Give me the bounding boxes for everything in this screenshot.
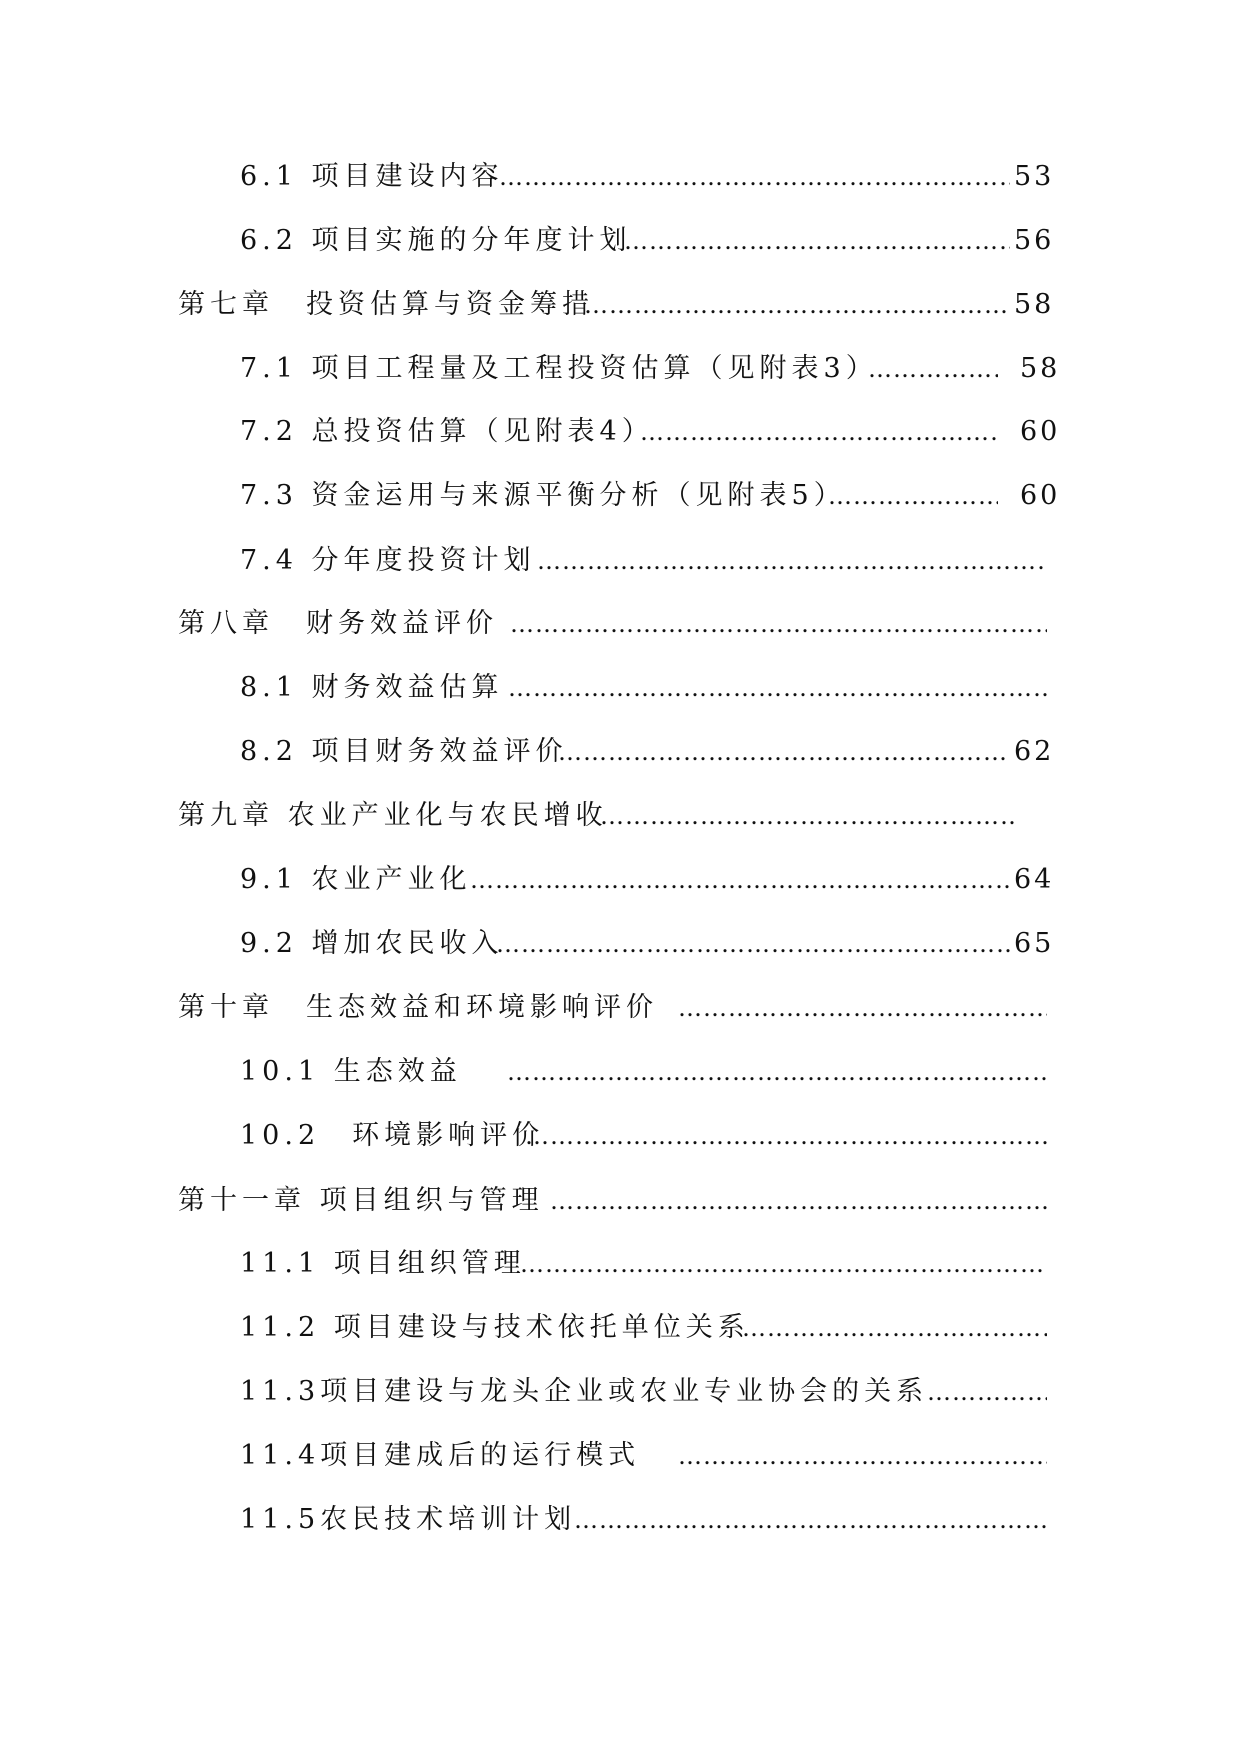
toc-leader-dots bbox=[624, 221, 1010, 261]
toc-entry-label: 第七章 投资估算与资金筹措 bbox=[178, 289, 594, 320]
toc-leader-dots bbox=[600, 796, 1018, 836]
toc-leader-dots bbox=[470, 860, 1010, 900]
toc-entry[interactable] bbox=[178, 285, 1060, 325]
toc-entry[interactable] bbox=[240, 476, 1060, 516]
toc-entry[interactable] bbox=[240, 924, 1060, 964]
toc-entry[interactable] bbox=[240, 732, 1060, 772]
toc-entry-label: 11.4项目建成后的运行模式 bbox=[240, 1440, 641, 1471]
toc-entry-page: 65 bbox=[1014, 928, 1055, 959]
toc-entry[interactable] bbox=[240, 221, 1060, 261]
toc-entry-page: 60 bbox=[1020, 416, 1060, 447]
toc-leader-dots bbox=[496, 924, 1010, 964]
toc-entry-label: 11.1 项目组织管理 bbox=[240, 1248, 526, 1279]
toc-leader-dots bbox=[584, 285, 1010, 325]
toc-entry[interactable] bbox=[240, 349, 1060, 389]
toc-entry-label: 第十一章 项目组织与管理 bbox=[178, 1185, 544, 1216]
toc-entry-label: 第九章 农业产业化与农民增收 bbox=[178, 800, 608, 831]
toc-leader-dots bbox=[537, 541, 1047, 581]
toc-entry-label: 第十章 生态效益和环境影响评价 bbox=[178, 992, 658, 1023]
toc-entry[interactable] bbox=[240, 412, 1060, 452]
toc-entry-label: 8.2 项目财务效益评价 bbox=[240, 736, 568, 767]
toc-entry-label: 8.1 财务效益估算 bbox=[240, 672, 504, 703]
toc-entry-label: 7.2 总投资估算（见附表4） bbox=[240, 416, 654, 447]
toc-entry-label: 6.1 项目建设内容 bbox=[240, 161, 504, 192]
toc-entry[interactable] bbox=[178, 988, 1060, 1028]
toc-leader-dots bbox=[525, 1116, 1047, 1156]
toc-leader-dots bbox=[550, 1181, 1047, 1221]
toc-entry[interactable] bbox=[240, 1372, 1060, 1412]
toc-entry[interactable] bbox=[240, 1308, 1060, 1348]
toc-entry[interactable] bbox=[240, 668, 1060, 708]
toc-leader-dots bbox=[678, 988, 1047, 1028]
toc-entry-page: 56 bbox=[1014, 225, 1055, 256]
toc-leader-dots bbox=[499, 157, 1010, 197]
toc-entry-label: 第八章 财务效益评价 bbox=[178, 608, 498, 639]
toc-entry-label: 9.2 增加农民收入 bbox=[240, 928, 504, 959]
toc-entry-page: 58 bbox=[1020, 353, 1060, 384]
toc-leader-dots bbox=[507, 1052, 1047, 1092]
toc-entry[interactable] bbox=[240, 1436, 1060, 1476]
toc-leader-dots bbox=[927, 1372, 1047, 1412]
toc-entry[interactable] bbox=[240, 157, 1060, 197]
toc-entry-page: 60 bbox=[1020, 480, 1060, 511]
toc-entry-page: 58 bbox=[1014, 289, 1055, 320]
toc-leader-dots bbox=[640, 412, 998, 452]
toc-entry[interactable] bbox=[240, 1500, 1060, 1540]
toc-leader-dots bbox=[868, 349, 998, 389]
toc-entry-label: 7.1 项目工程量及工程投资估算（见附表3） bbox=[240, 353, 878, 384]
toc-leader-dots bbox=[678, 1436, 1047, 1476]
toc-entry-label: 9.1 农业产业化 bbox=[240, 864, 472, 895]
toc-entry-page: 53 bbox=[1014, 161, 1055, 192]
toc-entry[interactable] bbox=[240, 541, 1060, 581]
toc-entry[interactable] bbox=[240, 860, 1060, 900]
toc-entry-label: 6.2 项目实施的分年度计划 bbox=[240, 225, 632, 256]
toc-entry[interactable] bbox=[178, 1181, 1060, 1221]
toc-entry-label: 11.3项目建设与龙头企业或农业专业协会的关系 bbox=[240, 1376, 929, 1407]
toc-entry-label: 10.1 生态效益 bbox=[240, 1056, 462, 1087]
toc-leader-dots bbox=[510, 604, 1047, 644]
toc-entry-label: 11.2 项目建设与技术依托单位关系 bbox=[240, 1312, 750, 1343]
toc-entry-label: 7.4 分年度投资计划 bbox=[240, 545, 536, 576]
toc-entry[interactable] bbox=[178, 604, 1060, 644]
toc-leader-dots bbox=[742, 1308, 1047, 1348]
toc-leader-dots bbox=[508, 668, 1047, 708]
toc-entry-page: 64 bbox=[1014, 864, 1055, 895]
toc-entry[interactable] bbox=[240, 1116, 1060, 1156]
toc-leader-dots bbox=[828, 476, 998, 516]
toc-entry-label: 7.3 资金运用与来源平衡分析（见附表5） bbox=[240, 480, 846, 511]
toc-leader-dots bbox=[574, 1500, 1047, 1540]
toc-entry[interactable] bbox=[240, 1244, 1060, 1284]
toc-entry-page: 62 bbox=[1014, 736, 1055, 767]
toc-leader-dots bbox=[520, 1244, 1047, 1284]
toc-entry-label: 10.2 环境影响评价 bbox=[240, 1120, 545, 1151]
toc-entry-label: 11.5农民技术培训计划 bbox=[240, 1504, 577, 1535]
toc-entry[interactable] bbox=[178, 796, 1060, 836]
toc-leader-dots bbox=[558, 732, 1010, 772]
toc-entry[interactable] bbox=[240, 1052, 1060, 1092]
